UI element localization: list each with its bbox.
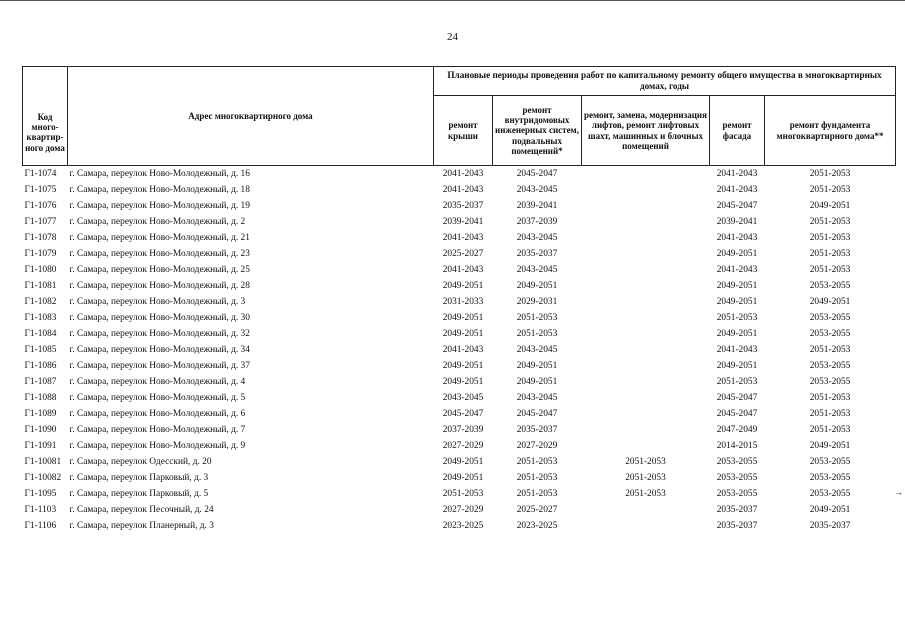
cell-foundation: 2051-2053	[809, 168, 851, 179]
cell-engineering: 2035-2037	[516, 248, 558, 259]
cell-engineering: 2049-2051	[516, 360, 558, 371]
cell-engineering: 2049-2051	[516, 280, 558, 291]
cell-facade: 2053-2055	[716, 488, 758, 499]
cell-facade: 2049-2051	[716, 280, 758, 291]
cell-roof: 2031-2033	[442, 296, 484, 307]
cell-address: г. Самара, переулок Ново-Молодежный, д. 4	[69, 376, 246, 387]
cell-code: Г1-1085	[24, 344, 57, 355]
cell-facade: 2041-2043	[716, 184, 758, 195]
cell-address: г. Самара, переулок Песочный, д. 24	[69, 504, 214, 515]
cell-facade: 2041-2043	[716, 264, 758, 275]
cell-code: Г1-1084	[24, 328, 57, 339]
cell-facade: 2049-2051	[716, 360, 758, 371]
cell-foundation: 2051-2053	[809, 264, 851, 275]
cell-code: Г1-1077	[24, 216, 57, 227]
cell-roof: 2043-2045	[442, 392, 484, 403]
cell-address: г. Самара, переулок Парковый, д. 3	[69, 472, 209, 483]
cell-code: Г1-1080	[24, 264, 57, 275]
cell-foundation: 2049-2051	[809, 504, 851, 515]
table-row	[23, 342, 896, 358]
cell-engineering: 2023-2025	[516, 520, 558, 531]
header-periods-group: Плановые периоды проведения работ по капитальному ремонту общего имущества в многоквартирных домах, годы	[434, 67, 896, 96]
cell-roof: 2039-2041	[442, 216, 484, 227]
cell-address: г. Самара, переулок Ново-Молодежный, д. 6	[69, 408, 246, 419]
table-row	[23, 390, 896, 406]
cell-code: Г1-1091	[24, 440, 57, 451]
cell-facade: 2051-2053	[716, 376, 758, 387]
cell-engineering: 2043-2045	[516, 264, 558, 275]
cell-foundation: 2051-2053	[809, 248, 851, 259]
cell-engineering: 2045-2047	[516, 408, 558, 419]
cell-elevators	[582, 214, 710, 230]
cell-code: Г1-1076	[24, 200, 57, 211]
cell-address: г. Самара, переулок Парковый, д. 5	[69, 488, 209, 499]
cell-facade: 2045-2047	[716, 392, 758, 403]
table-row	[23, 166, 896, 183]
cell-code: Г1-1103	[24, 504, 57, 515]
header-code: Код много-квартир-ного дома	[23, 67, 68, 166]
cell-foundation: 2053-2055	[809, 360, 851, 371]
cell-elevators	[582, 390, 710, 406]
cell-engineering: 2051-2053	[516, 312, 558, 323]
cell-foundation: 2049-2051	[809, 296, 851, 307]
cell-foundation: 2053-2055	[809, 456, 851, 467]
top-rule	[0, 0, 905, 1]
cell-code: Г1-1078	[24, 232, 57, 243]
cell-engineering: 2029-2031	[516, 296, 558, 307]
cell-facade: 2014-2015	[716, 440, 758, 451]
cell-foundation: 2051-2053	[809, 408, 851, 419]
cell-roof: 2049-2051	[442, 312, 484, 323]
cell-roof: 2051-2053	[442, 488, 484, 499]
cell-facade: 2049-2051	[716, 296, 758, 307]
cell-engineering: 2043-2045	[516, 392, 558, 403]
cell-elevators	[582, 246, 710, 262]
cell-roof: 2025-2027	[442, 248, 484, 259]
cell-roof: 2023-2025	[442, 520, 484, 531]
cell-facade: 2049-2051	[716, 328, 758, 339]
table-row	[23, 454, 896, 470]
cell-address: г. Самара, переулок Ново-Молодежный, д. 30	[69, 312, 250, 323]
cell-foundation: 2051-2053	[809, 184, 851, 195]
cell-roof: 2041-2043	[442, 184, 484, 195]
cell-code: Г1-1074	[24, 168, 57, 179]
cell-address: г. Самара, переулок Одесский, д. 20	[69, 456, 212, 467]
cell-address: г. Самара, переулок Ново-Молодежный, д. 7	[69, 424, 246, 435]
cell-facade: 2045-2047	[716, 200, 758, 211]
cell-engineering: 2025-2027	[516, 504, 558, 515]
table-row	[23, 278, 896, 294]
cell-engineering: 2039-2041	[516, 200, 558, 211]
table-row	[23, 502, 896, 518]
page-number: 24	[447, 31, 458, 43]
cell-roof: 2045-2047	[442, 408, 484, 419]
cell-code: Г1-1083	[24, 312, 57, 323]
cell-address: г. Самара, переулок Ново-Молодежный, д. 28	[69, 280, 250, 291]
cell-roof: 2049-2051	[442, 328, 484, 339]
cell-elevators	[582, 310, 710, 326]
cell-roof: 2049-2051	[442, 456, 484, 467]
cell-roof: 2035-2037	[442, 200, 484, 211]
table-body	[23, 166, 896, 535]
cell-code: Г1-1088	[24, 392, 57, 403]
cell-foundation: 2049-2051	[809, 200, 851, 211]
cell-foundation: 2051-2053	[809, 392, 851, 403]
cell-elevators	[582, 198, 710, 214]
cell-address: г. Самара, переулок Ново-Молодежный, д. 25	[69, 264, 250, 275]
cell-roof: 2027-2029	[442, 440, 484, 451]
cell-code: Г1-1081	[24, 280, 57, 291]
cell-foundation: 2049-2051	[809, 440, 851, 451]
cell-elevators	[582, 358, 710, 374]
cell-engineering: 2043-2045	[516, 232, 558, 243]
cell-roof: 2037-2039	[442, 424, 484, 435]
header-roof: ремонт крыши	[434, 96, 493, 166]
cell-roof: 2041-2043	[442, 168, 484, 179]
cell-foundation: 2053-2055	[809, 280, 851, 291]
cell-address: г. Самара, переулок Ново-Молодежный, д. 18	[69, 184, 250, 195]
cell-facade: 2041-2043	[716, 344, 758, 355]
cell-code: Г1-10081	[24, 456, 62, 467]
cell-code: Г1-1089	[24, 408, 57, 419]
table-row	[23, 470, 896, 486]
table-row	[23, 438, 896, 454]
cell-roof: 2027-2029	[442, 504, 484, 515]
cell-engineering: 2051-2053	[516, 472, 558, 483]
cell-address: г. Самара, переулок Ново-Молодежный, д. 21	[69, 232, 250, 243]
header-facade: ремонт фасада	[710, 96, 765, 166]
table-row	[23, 262, 896, 278]
cell-engineering: 2043-2045	[516, 184, 558, 195]
table-row	[23, 310, 896, 326]
cell-elevators	[582, 278, 710, 294]
table-row	[23, 406, 896, 422]
cell-roof: 2049-2051	[442, 360, 484, 371]
table-row	[23, 486, 896, 502]
header-foundation: ремонт фундамента многоквартирного дома**	[765, 96, 896, 166]
table-row	[23, 374, 896, 390]
cell-elevators: 2051-2053	[625, 472, 666, 483]
cell-foundation: 2053-2055	[809, 328, 851, 339]
cell-engineering: 2045-2047	[516, 168, 558, 179]
cell-code: Г1-1075	[24, 184, 57, 195]
cell-foundation: 2053-2055	[809, 472, 851, 483]
table-row	[23, 422, 896, 438]
capital-repair-table	[22, 66, 896, 534]
cell-elevators	[582, 182, 710, 198]
cell-facade: 2047-2049	[716, 424, 758, 435]
cell-address: г. Самара, переулок Ново-Молодежный, д. 34	[69, 344, 250, 355]
cell-facade: 2051-2053	[716, 312, 758, 323]
cell-code: Г1-1087	[24, 376, 57, 387]
cell-elevators	[582, 230, 710, 246]
cell-code: Г1-10082	[24, 472, 62, 483]
cell-elevators	[582, 518, 710, 534]
table-row	[23, 358, 896, 374]
header-engineering: ремонт внутридомовых инженерных систем, подвальных помещений*	[493, 96, 582, 166]
cell-elevators	[582, 262, 710, 278]
cell-foundation: 2051-2053	[809, 424, 851, 435]
cell-elevators	[582, 422, 710, 438]
cell-facade: 2041-2043	[716, 232, 758, 243]
cell-address: г. Самара, переулок Ново-Молодежный, д. 19	[69, 200, 250, 211]
cell-address: г. Самара, переулок Ново-Молодежный, д. 37	[69, 360, 250, 371]
cell-address: г. Самара, переулок Ново-Молодежный, д. 2	[69, 216, 246, 227]
table-row	[23, 326, 896, 342]
cell-code: Г1-1082	[24, 296, 57, 307]
header-elevators: ремонт, замена, модернизация лифтов, ремонт лифтовых шахт, машинных и блочных помещений	[582, 96, 710, 166]
cell-address: г. Самара, переулок Ново-Молодежный, д. 23	[69, 248, 250, 259]
cell-roof: 2049-2051	[442, 280, 484, 291]
cell-address: г. Самара, переулок Ново-Молодежный, д. 9	[69, 440, 246, 451]
cell-roof: 2049-2051	[442, 472, 484, 483]
cell-address: г. Самара, переулок Планерный, д. 3	[69, 520, 214, 531]
cell-roof: 2041-2043	[442, 264, 484, 275]
cell-address: г. Самара, переулок Ново-Молодежный, д. 5	[69, 392, 246, 403]
cell-code: Г1-1106	[24, 520, 57, 531]
cell-engineering: 2037-2039	[516, 216, 558, 227]
cell-foundation: 2051-2053	[809, 232, 851, 243]
cell-code: Г1-1079	[24, 248, 57, 259]
table-row	[23, 518, 896, 534]
table-row	[23, 198, 896, 214]
cell-elevators	[582, 406, 710, 422]
cell-code: Г1-1095	[24, 488, 57, 499]
cell-foundation: 2051-2053	[809, 344, 851, 355]
cell-address: г. Самара, переулок Ново-Молодежный, д. 16	[69, 168, 250, 179]
cell-elevators	[582, 502, 710, 518]
cell-engineering: 2051-2053	[516, 488, 558, 499]
cell-address: г. Самара, переулок Ново-Молодежный, д. 32	[69, 328, 250, 339]
cell-engineering: 2049-2051	[516, 376, 558, 387]
cell-facade: 2035-2037	[716, 520, 758, 531]
cell-code: Г1-1086	[24, 360, 57, 371]
cell-address: г. Самара, переулок Ново-Молодежный, д. 3	[69, 296, 246, 307]
cell-engineering: 2027-2029	[516, 440, 558, 451]
cell-facade: 2041-2043	[716, 168, 758, 179]
cell-foundation: 2035-2037	[809, 520, 851, 531]
cell-elevators	[582, 438, 710, 454]
cell-engineering: 2051-2053	[516, 328, 558, 339]
table-row	[23, 294, 896, 310]
margin-arrow-mark: →	[894, 487, 903, 497]
header-address: Адрес многоквартирного дома	[68, 67, 434, 166]
cell-facade: 2035-2037	[716, 504, 758, 515]
table-row	[23, 230, 896, 246]
cell-facade: 2053-2055	[716, 472, 758, 483]
cell-elevators	[582, 374, 710, 390]
cell-elevators: 2051-2053	[625, 456, 666, 467]
cell-facade: 2053-2055	[716, 456, 758, 467]
cell-elevators	[582, 326, 710, 342]
cell-foundation: 2051-2053	[809, 216, 851, 227]
table-row	[23, 214, 896, 230]
table-row	[23, 182, 896, 198]
cell-foundation: 2053-2055	[809, 488, 851, 499]
cell-elevators	[582, 342, 710, 358]
cell-code: Г1-1090	[24, 424, 57, 435]
cell-foundation: 2053-2055	[809, 312, 851, 323]
cell-elevators: 2051-2053	[625, 488, 666, 499]
cell-elevators	[582, 294, 710, 310]
cell-engineering: 2043-2045	[516, 344, 558, 355]
cell-elevators	[582, 166, 710, 183]
cell-facade: 2039-2041	[716, 216, 758, 227]
cell-roof: 2041-2043	[442, 344, 484, 355]
cell-engineering: 2035-2037	[516, 424, 558, 435]
cell-facade: 2049-2051	[716, 248, 758, 259]
table-header	[23, 67, 896, 166]
cell-engineering: 2051-2053	[516, 456, 558, 467]
table-row	[23, 246, 896, 262]
cell-foundation: 2053-2055	[809, 376, 851, 387]
cell-facade: 2045-2047	[716, 408, 758, 419]
cell-roof: 2049-2051	[442, 376, 484, 387]
cell-roof: 2041-2043	[442, 232, 484, 243]
